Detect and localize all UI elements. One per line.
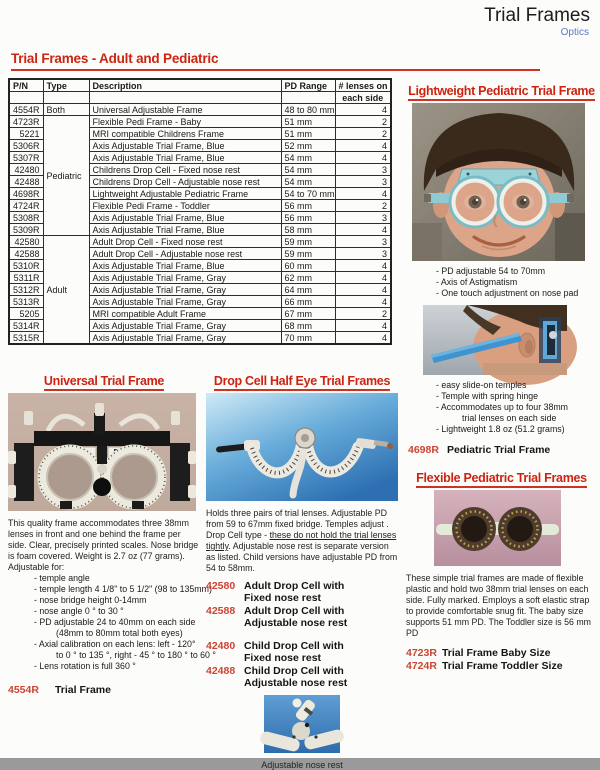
table-row <box>9 236 391 248</box>
universal-bullets <box>34 573 216 672</box>
bullet-line: - Temple with spring hinge <box>436 391 539 401</box>
lenses-cell: 4 <box>335 104 391 116</box>
universal-intro: This quality frame accommodates three 38mm lenses in front and one behind the frame per side. Clear, precisely printed scales. Nose bridge is foam covered. Weight is 2.7 oz (77 grams). <box>8 518 199 561</box>
bullet-line: - PD adjustable 24 to 40mm on each side <box>34 617 196 627</box>
lightweight-bullets-2 <box>436 380 597 435</box>
description-cell: Axis Adjustable Trial Frame, Blue <box>89 224 281 236</box>
description-cell: Axis Adjustable Trial Frame, Blue <box>89 140 281 152</box>
description-cell: Axis Adjustable Trial Frame, Gray <box>89 320 281 332</box>
dropcell-frame-photo <box>206 393 398 501</box>
description-cell: Adult Drop Cell - Adjustable nose rest <box>89 248 281 260</box>
lenses-cell: 2 <box>335 308 391 320</box>
page-subtitle: Optics <box>560 27 589 38</box>
part-name: Pediatric Trial Frame <box>446 444 551 456</box>
part-number-cell: 5205 <box>9 308 43 320</box>
bullet-line: - Accommodates up to four 38mm <box>436 402 569 412</box>
description-cell: Axis Adjustable Trial Frame, Gray <box>89 284 281 296</box>
part-number-cell: 4698R <box>9 188 43 200</box>
part-number: 42480 <box>206 640 236 652</box>
lightweight-heading: Lightweight Pediatric Trial Frame <box>406 84 597 98</box>
description-cell: Axis Adjustable Trial Frame, Blue <box>89 152 281 164</box>
nose-rest-photo <box>264 695 340 753</box>
universal-adjustable-label: Adjustable for: <box>8 562 65 572</box>
part-number-cell: 4554R <box>9 104 43 116</box>
description-cell: Childrens Drop Cell - Adjustable nose rest <box>89 176 281 188</box>
part-number-cell: 5221 <box>9 128 43 140</box>
pd-range-cell: 58 mm <box>281 224 335 236</box>
lenses-cell: 2 <box>335 200 391 212</box>
col-header-pn: P/N <box>9 79 43 92</box>
part-number-cell: 5312R <box>9 284 43 296</box>
pd-range-cell: 54 to 70 mm <box>281 188 335 200</box>
part-number: 4723R <box>406 647 437 659</box>
pd-range-cell: 54 mm <box>281 152 335 164</box>
part-name: Adult Drop Cell with Fixed nose rest <box>244 580 345 604</box>
description-cell: Flexible Pedi Frame - Toddler <box>89 200 281 212</box>
lenses-cell: 3 <box>335 212 391 224</box>
section-heading: Trial Frames - Adult and Pediatric <box>11 51 219 66</box>
table-row <box>9 116 391 128</box>
lenses-cell: 4 <box>335 140 391 152</box>
type-cell: Both <box>43 104 89 116</box>
bullet-line: - PD adjustable 54 to 70mm <box>436 266 546 276</box>
pd-range-cell: 59 mm <box>281 248 335 260</box>
flexible-frames-photo <box>434 490 561 566</box>
part-number-cell: 5314R <box>9 320 43 332</box>
lenses-cell: 3 <box>335 248 391 260</box>
universal-heading: Universal Trial Frame <box>8 374 200 388</box>
pd-range-cell: 67 mm <box>281 308 335 320</box>
bullet-line: - Lightweight 1.8 oz (51.2 grams) <box>436 424 565 434</box>
part-number-cell: 5315R <box>9 332 43 345</box>
part-name: Trial Frame Toddler Size <box>441 660 563 672</box>
type-cell: Adult <box>43 236 89 345</box>
description-cell: Flexible Pedi Frame - Baby <box>89 116 281 128</box>
col-header-pd: PD Range <box>281 79 335 92</box>
description-cell: Axis Adjustable Trial Frame, Gray <box>89 272 281 284</box>
bullet-line: - nose bridge height 0-14mm <box>34 595 147 605</box>
part-number-cell: 5313R <box>9 296 43 308</box>
description-cell: Axis Adjustable Trial Frame, Gray <box>89 296 281 308</box>
dropcell-item <box>206 605 398 629</box>
lenses-cell: 4 <box>335 332 391 345</box>
lenses-cell: 3 <box>335 236 391 248</box>
dropcell-item <box>206 640 398 664</box>
trial-frames-table-body <box>9 104 391 345</box>
bullet-line: to 0 ° to 135 °, right - 45 ° to 180 ° to 60 ° <box>56 650 216 660</box>
part-number: 4724R <box>406 660 437 672</box>
part-name: Child Drop Cell with Fixed nose rest <box>244 640 344 664</box>
description-cell: Lightweight Adjustable Pediatric Frame <box>89 188 281 200</box>
table-header-row <box>9 79 391 92</box>
description-cell: Universal Adjustable Frame <box>89 104 281 116</box>
col-header-lenses-line2: each side <box>335 92 391 104</box>
col-header-lenses: # lenses on <box>335 79 391 92</box>
pd-range-cell: 70 mm <box>281 332 335 345</box>
bullet-line: (48mm to 80mm total both eyes) <box>56 628 183 638</box>
lenses-cell: 3 <box>335 176 391 188</box>
dropcell-item <box>206 580 398 604</box>
lenses-cell: 4 <box>335 284 391 296</box>
description-cell: Axis Adjustable Trial Frame, Blue <box>89 212 281 224</box>
description-cell: MRI compatible Adult Frame <box>89 308 281 320</box>
pd-range-cell: 62 mm <box>281 272 335 284</box>
universal-section <box>8 374 216 696</box>
pediatric-front-photo <box>412 103 585 261</box>
bullet-line: - Lens rotation is full 360 ° <box>34 661 136 671</box>
lenses-cell: 4 <box>335 272 391 284</box>
part-number-cell: 4723R <box>9 116 43 128</box>
description-cell: Childrens Drop Cell - Fixed nose rest <box>89 164 281 176</box>
bullet-line: trial lenses on each side <box>462 413 557 423</box>
flexible-intro: These simple trial frames are made of flexible plastic and hold two 38mm trial lenses on each side. Fully marked. Employs a soft elastic strap to provide comfortable snug fit. The baby size supports 51 mm PD. The Toddler size is 56 mm PD <box>406 573 591 638</box>
description-cell: Axis Adjustable Trial Frame, Blue <box>89 260 281 272</box>
lenses-cell: 4 <box>335 152 391 164</box>
pd-range-cell: 59 mm <box>281 236 335 248</box>
lenses-cell: 4 <box>335 188 391 200</box>
bullet-line: - temple length 4 1/8" to 5 1/2" (98 to 135mm) <box>34 584 212 594</box>
pd-range-cell: 51 mm <box>281 128 335 140</box>
bullet-line: - temple angle <box>34 573 90 583</box>
pd-range-cell: 54 mm <box>281 176 335 188</box>
part-number-cell: 5307R <box>9 152 43 164</box>
section-rule <box>11 69 540 71</box>
page-title: Trial Frames <box>484 5 590 26</box>
part-number-cell: 5311R <box>9 272 43 284</box>
part-name: Adult Drop Cell with Adjustable nose rest <box>244 605 348 629</box>
lenses-cell: 4 <box>335 320 391 332</box>
flexible-parts <box>406 647 597 673</box>
pediatric-section <box>406 84 597 673</box>
part-number: 4698R <box>408 444 439 456</box>
universal-part-line <box>8 684 200 696</box>
nose-rest-caption: Adjustable nose rest <box>261 760 343 770</box>
lightweight-part-line <box>408 444 597 456</box>
flexible-heading: Flexible Pediatric Trial Frames <box>406 471 597 485</box>
flexible-part-line <box>406 647 597 660</box>
pd-range-cell: 54 mm <box>281 164 335 176</box>
dropcell-intro: Holds three pairs of trial lenses. Adjustable PD from 59 to 67mm fixed bridge. Temples adjust . Drop Cell type - these do not hold the trial lenses tightly. Adjustable nose rest is separate version as listed. Child versions have adjustable PD from 54 to 58mm. <box>206 508 398 573</box>
part-number-cell: 42488 <box>9 176 43 188</box>
bullet-line: - One touch adjustment on nose pad <box>436 288 579 298</box>
dropcell-items <box>206 580 398 689</box>
table-header-row-2 <box>9 92 391 104</box>
lenses-cell: 4 <box>335 296 391 308</box>
part-number: 42488 <box>206 665 236 677</box>
col-header-desc: Description <box>89 79 281 92</box>
pd-range-cell: 68 mm <box>281 320 335 332</box>
part-number-cell: 5306R <box>9 140 43 152</box>
part-number-cell: 42580 <box>9 236 43 248</box>
lightweight-bullets-1 <box>436 266 597 299</box>
part-name: Child Drop Cell with Adjustable nose rest <box>244 665 348 689</box>
part-number: 42580 <box>206 580 236 592</box>
pd-range-cell: 52 mm <box>281 140 335 152</box>
part-number-cell: 5309R <box>9 224 43 236</box>
pd-range-cell: 60 mm <box>281 260 335 272</box>
part-number: 4554R <box>8 684 39 696</box>
trial-frames-table <box>8 78 392 345</box>
table-row <box>9 104 391 116</box>
part-number-cell: 5308R <box>9 212 43 224</box>
dropcell-intro-underlined: these do not hold the trial lenses tightly <box>206 530 397 551</box>
dropcell-section <box>206 374 398 770</box>
lenses-cell: 2 <box>335 116 391 128</box>
bullet-line: - Axial calibration on each lens: left - 120° <box>34 639 196 649</box>
pd-range-cell: 48 to 80 mm <box>281 104 335 116</box>
bullet-line: - easy slide-on temples <box>436 380 527 390</box>
lenses-cell: 4 <box>335 260 391 272</box>
part-number-cell: 5310R <box>9 260 43 272</box>
dropcell-heading: Drop Cell Half Eye Trial Frames <box>206 374 398 388</box>
part-number-cell: 42588 <box>9 248 43 260</box>
bullet-line: - Axis of Astigmatism <box>436 277 518 287</box>
lenses-cell: 3 <box>335 164 391 176</box>
part-number: 42588 <box>206 605 236 617</box>
lenses-cell: 4 <box>335 224 391 236</box>
pd-range-cell: 56 mm <box>281 212 335 224</box>
part-name: Trial Frame Baby Size <box>441 647 551 659</box>
dropcell-item <box>206 665 398 689</box>
pd-range-cell: 51 mm <box>281 116 335 128</box>
part-name: Trial Frame <box>54 684 111 696</box>
part-number-cell: 42480 <box>9 164 43 176</box>
universal-frame-photo <box>8 393 196 511</box>
pediatric-side-photo <box>423 305 567 375</box>
col-header-type: Type <box>43 79 89 92</box>
part-number-cell: 4724R <box>9 200 43 212</box>
description-cell: Adult Drop Cell - Fixed nose rest <box>89 236 281 248</box>
bullet-line: - nose angle 0 ° to 30 ° <box>34 606 124 616</box>
pd-range-cell: 56 mm <box>281 200 335 212</box>
lenses-cell: 2 <box>335 128 391 140</box>
description-cell: Axis Adjustable Trial Frame, Gray <box>89 332 281 345</box>
description-cell: MRI compatible Childrens Frame <box>89 128 281 140</box>
pd-range-cell: 64 mm <box>281 284 335 296</box>
pd-range-cell: 66 mm <box>281 296 335 308</box>
flexible-part-line <box>406 660 597 673</box>
type-cell: Pediatric <box>43 116 89 236</box>
